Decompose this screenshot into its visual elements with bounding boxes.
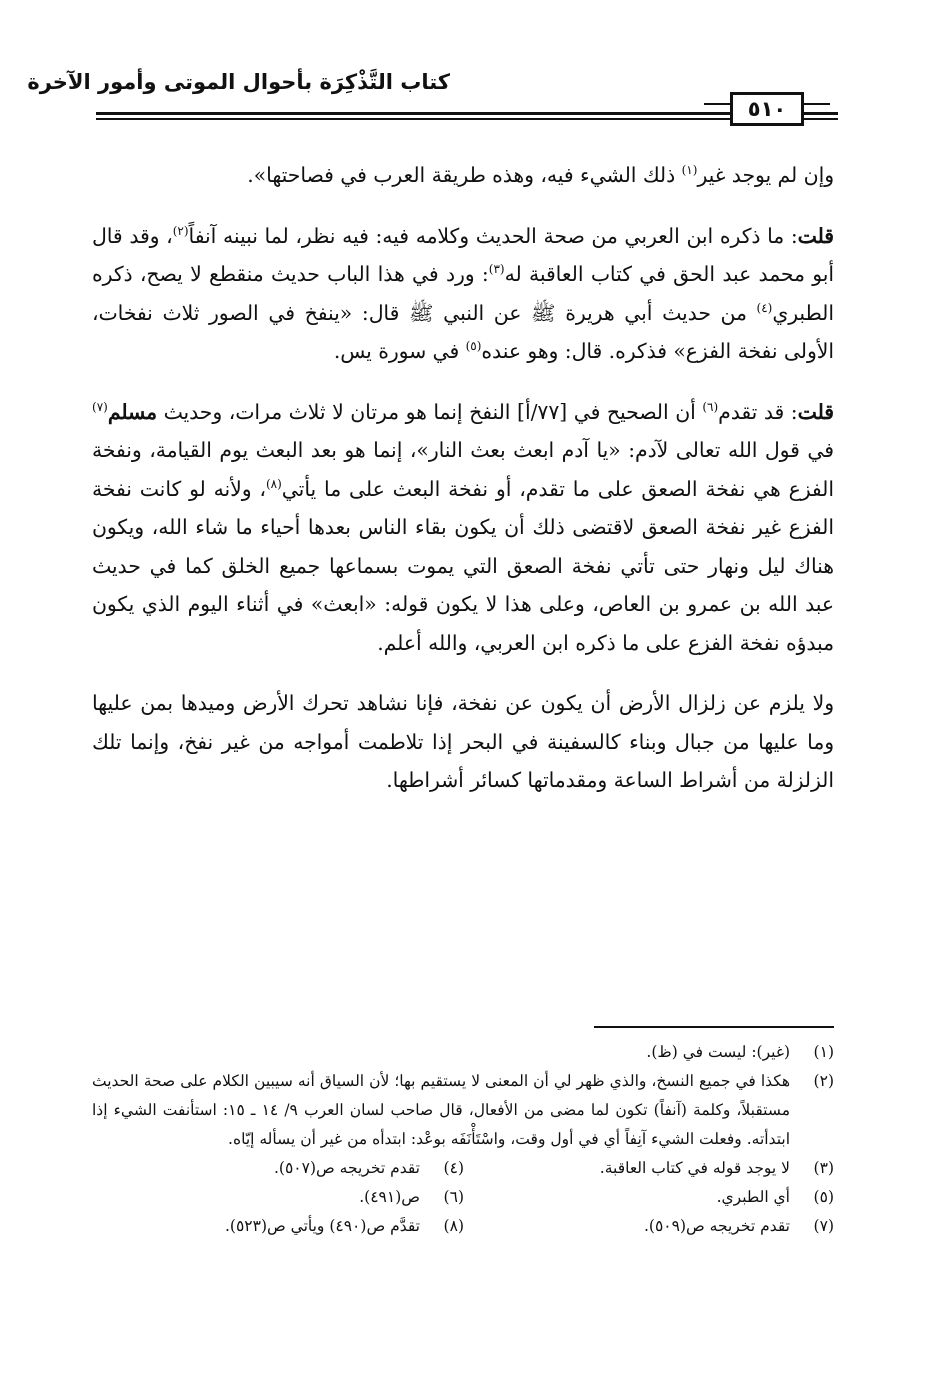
- footnote-marker: (١): [681, 163, 698, 178]
- footnote-grid: [92, 1154, 834, 1241]
- page-number-tick-right: [804, 103, 830, 105]
- footnote-marker: (٦): [702, 399, 719, 414]
- footnote-number: (٥): [813, 1188, 834, 1206]
- bold-term: مسلم: [107, 399, 157, 424]
- page-number: ٥١٠: [730, 92, 804, 126]
- text-run: : قد تقدم: [718, 399, 798, 424]
- page-number-tick-left: [704, 103, 730, 105]
- header-rule-thin: [96, 118, 838, 120]
- footnote-text: (غير): ليست في (ظ).: [646, 1043, 790, 1061]
- footnote: [504, 1154, 834, 1183]
- footnote-number: (٦): [443, 1188, 464, 1206]
- footnote-marker: (٢): [172, 223, 189, 238]
- footnote-text: أي الطبري.: [716, 1188, 790, 1206]
- footnote-text: هكذا في جميع النسخ، والذي ظهر لي أن المعنى لا يستقيم بها؛ لأن السياق أنه سيبين الكلام على صحة الحديث مستقبلاً، وكلمة (آنفاً) تكون لما مضى من الأفعال، قال صاحب لسان العرب ٩/ ١٤ ـ ١٥: استأنفت الشيء إذا ابتدأته. وفعلت الشيء آنِفاً أي في أول وقت، واسْتَأْنَفَه بوعْد: ابتدأه من غير أن يسأله إيّاه.: [92, 1072, 790, 1148]
- text-run: في قول الله تعالى لآدم: «يا آدم ابعث بعث النار»، إنما هو بعد البعث يوم القيامة، ونفخة الفزع هي نفخة الصعق على ما تقدم، أو نفخة البعث على ما يأتي: [92, 438, 834, 501]
- footnote-number: (٨): [443, 1217, 464, 1235]
- footnote-text: تقدم تخريجه ص(٥٠٧).: [274, 1159, 420, 1177]
- footnote: [134, 1212, 464, 1241]
- paragraph: [92, 393, 834, 663]
- footnote-marker: (٨): [265, 476, 282, 491]
- bold-term: قلت: [797, 223, 834, 248]
- text-run: في سورة يس.: [333, 339, 466, 363]
- paragraph: [92, 156, 834, 195]
- running-header-title: كتاب التَّذْكِرَة بأحوال الموتى وأمور الآخرة: [27, 70, 450, 94]
- footnote: [134, 1183, 464, 1212]
- footnote: [504, 1183, 834, 1212]
- footnote: [504, 1212, 834, 1241]
- footnotes: [92, 1038, 834, 1241]
- footnote: [92, 1067, 834, 1154]
- footnote-number: (٣): [813, 1159, 834, 1177]
- text-run: ذلك الشيء فيه، وهذه طريقة العرب في فصاحتها».: [247, 163, 682, 187]
- footnote: [134, 1154, 464, 1183]
- footnote-text: تقدم تخريجه ص(٥٠٩).: [644, 1217, 790, 1235]
- main-text: [92, 156, 834, 800]
- bold-term: قلت: [797, 399, 834, 424]
- footnote-marker: (٥): [465, 339, 482, 354]
- footnote-text: لا يوجد قوله في كتاب العاقبة.: [599, 1159, 790, 1177]
- footnote-number: (١): [813, 1043, 834, 1061]
- text-run: : ما ذكره ابن العربي من صحة الحديث وكلامه فيه: فيه نظر، لما نبينه آنفاً: [188, 223, 798, 248]
- footnote-text: تقدَّم ص(٤٩٠) ويأتي ص(٥٢٣).: [224, 1217, 420, 1235]
- footnote-marker: (٣): [488, 262, 505, 277]
- header-rule-thick: [96, 112, 838, 115]
- footnote-number: (٢): [813, 1072, 834, 1090]
- footnote-number: (٧): [813, 1217, 834, 1235]
- text-run: : ورد في هذا الباب حديث منقطع لا يصح، ذكره الطبري: [92, 262, 834, 325]
- text-run: ولا يلزم عن زلزال الأرض أن يكون عن نفخة، فإنا نشاهد تحرك الأرض وميدها بمن عليها وما عليها من جبال وبناء كالسفينة في البحر إذا تلاطمت أمواجه من غير نفخ، وإنما تلك الزلزلة من أشراط الساعة ومقدماتها كسائر أشراطها.: [92, 691, 834, 792]
- footnote-text: ص(٤٩١).: [359, 1188, 420, 1206]
- text-run: من حديث أبي هريرة ﷺ عن النبي ﷺ قال: «ينفخ في الصور ثلاث نفخات، الأولى نفخة الفزع» فذكره. قال: وهو عنده: [92, 300, 834, 363]
- paragraph: [92, 217, 834, 371]
- text-run: ، ولأنه لو كانت نفخة الفزع غير نفخة الصعق لاقتضى ذلك أن يكون بقاء الناس بعدها أحياء ما شاء الله، ويكون هناك ليل ونهار حتى تأتي نفخة الصعق التي يموت بسماعها جميع الخلق كما في حديث عبد الله بن عمرو بن العاص، وعلى هذا لا يكون قوله: «ابعث» في أثناء اليوم الذي يكون مبدؤه نفخة الفزع على ما ذكره ابن العربي، والله أعلم.: [92, 476, 834, 655]
- text-run: وإن لم يوجد غير: [697, 163, 834, 187]
- footnote-marker: (٤): [756, 300, 773, 315]
- text-run: أن الصحيح في [٧٧/أ] النفخ إنما هو مرتان لا ثلاث مرات، وحديث: [157, 399, 703, 424]
- footnote: [92, 1038, 834, 1067]
- footnote-number: (٤): [443, 1159, 464, 1177]
- text-run: ، وقد قال أبو محمد عبد الحق في كتاب العاقبة له: [92, 223, 834, 286]
- footnote-marker: (٧): [92, 399, 108, 414]
- footnote-separator: [594, 1026, 834, 1028]
- paragraph: [92, 684, 834, 800]
